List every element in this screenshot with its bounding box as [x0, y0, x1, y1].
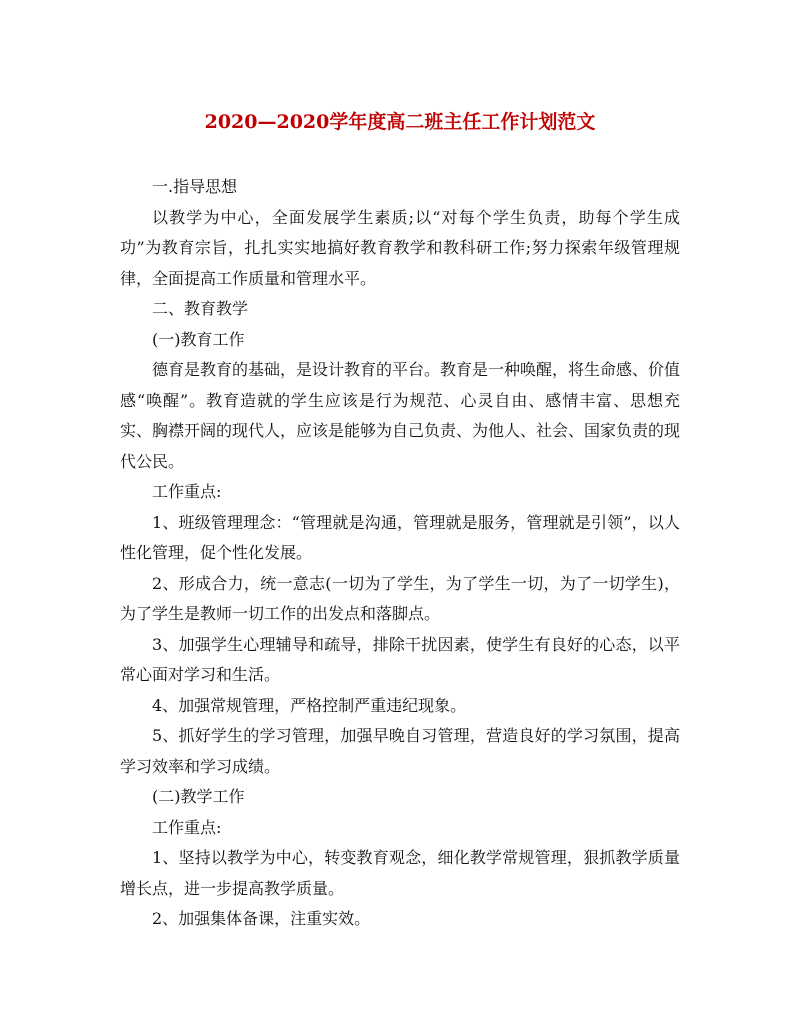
list-item-teaching-2: 2、加强集体备课，注重实效。 — [152, 909, 371, 928]
subsection-heading-teaching-work: (二)教学工作 — [152, 787, 245, 806]
list-item-education-4: 4、加强常规管理，严格控制严重违纪现象。 — [152, 695, 467, 715]
list-item-education-1: 1、班级管理理念：“管理就是沟通，管理就是服务，管理就是引领”，以人性化管理，促个性化发展。 — [120, 512, 680, 562]
section-heading-guiding-ideology: 一.指导思想 — [152, 177, 238, 196]
label-work-focus-teaching: 工作重点: — [152, 817, 222, 837]
list-item-education-3: 3、加强学生心理辅导和疏导，排除干扰因素，使学生有良好的心态，以平常心面对学习和生活。 — [120, 634, 680, 684]
paragraph-moral-education: 德育是教育的基础，是设计教育的平台。教育是一种唤醒，将生命感、价值感“唤醒”。教育造就的学生应该是行为规范、心灵自由、感情丰富、思想充实、胸襟开阔的现代人，应该是能够为自己负责、为他人、社会、国家负责的现代公民。 — [120, 360, 681, 471]
label-work-focus: 工作重点: — [152, 482, 222, 501]
document-body — [120, 172, 680, 935]
document-title: 2020—2020学年度高二班主任工作计划范文 — [204, 111, 596, 133]
paragraph-guiding-ideology: 以教学为中心，全面发展学生素质;以“对每个学生负责，助每个学生成功”为教育宗旨，扎扎实实地搞好教育教学和教科研工作;努力探索年级管理规律，全面提高工作质量和管理水平。 — [120, 207, 680, 288]
section-heading-education-teaching: 二、教育教学 — [152, 299, 249, 318]
list-item-education-2: 2、形成合力，统一意志(一切为了学生，为了学生一切，为了一切学生)，为了学生是教师一切工作的出发点和落脚点。 — [120, 573, 680, 623]
subsection-heading-education-work: (一)教育工作 — [152, 329, 245, 349]
list-item-teaching-1: 1、坚持以教学为中心，转变教育观念，细化教学常规管理，狠抓教学质量增长点，进一步提高教学质量。 — [120, 848, 680, 898]
list-item-education-5: 5、抓好学生的学习管理，加强早晚自习管理，营造良好的学习氛围，提高学习效率和学习成绩。 — [120, 726, 680, 776]
